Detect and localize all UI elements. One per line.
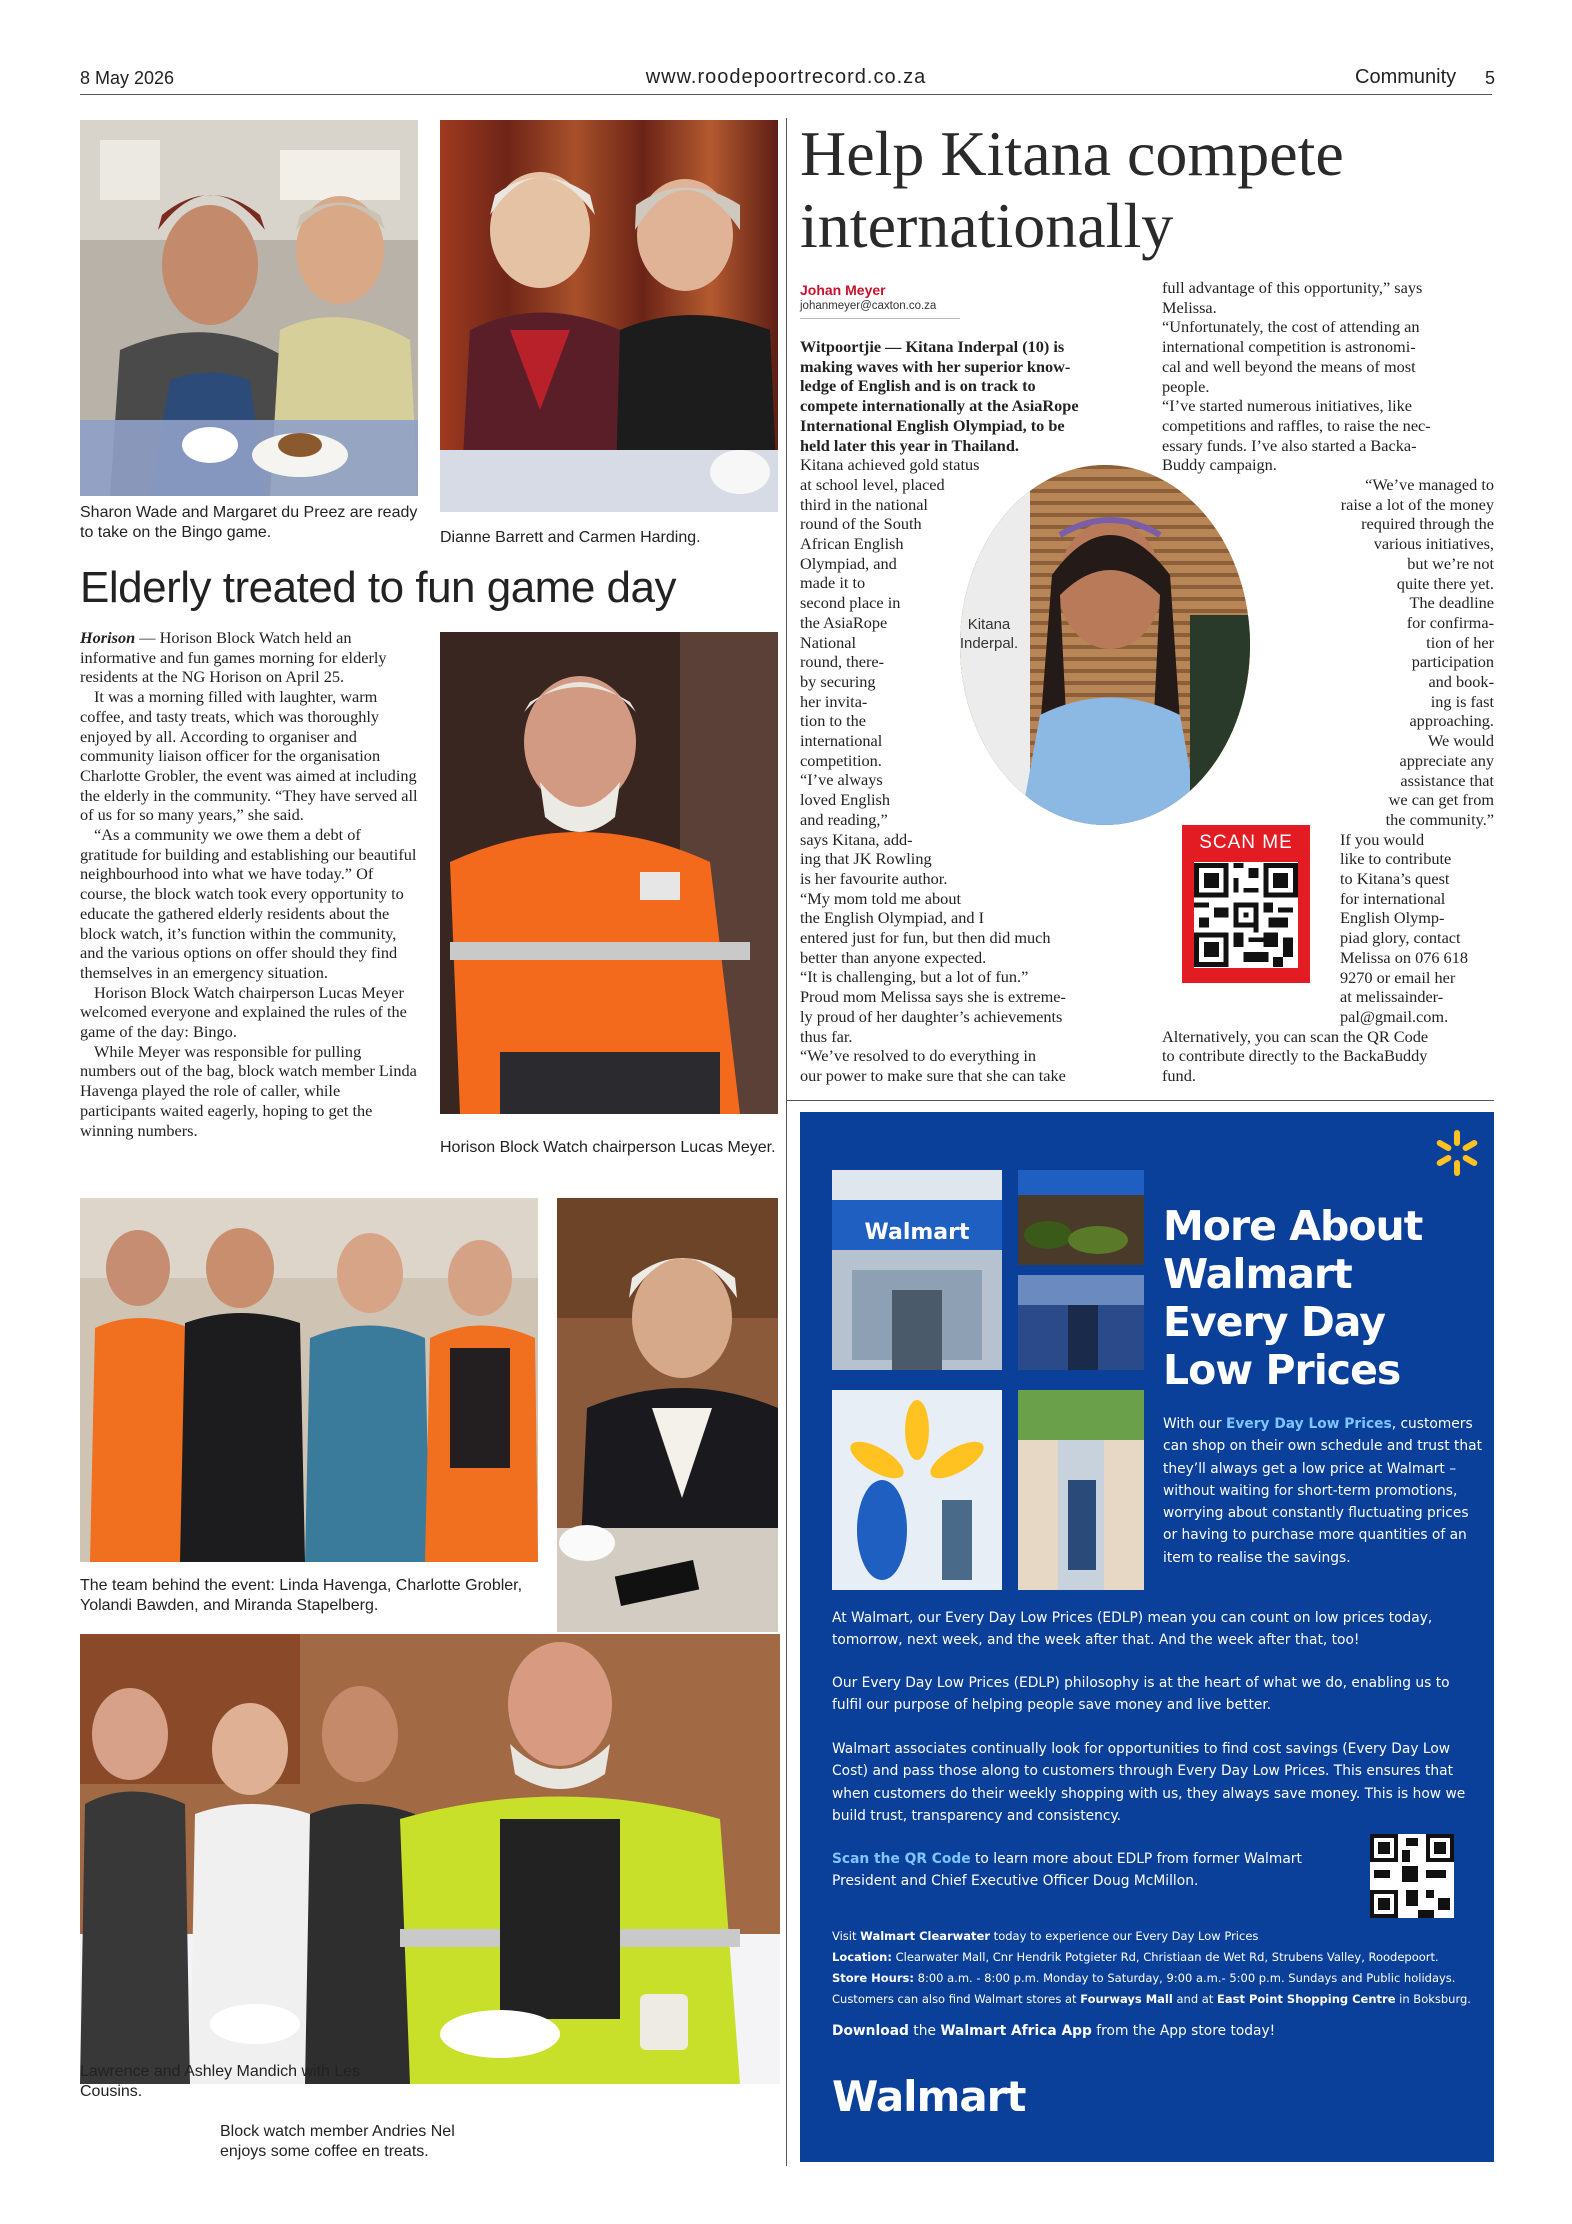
- kitana-text-line: piad glory, contact: [1340, 928, 1461, 948]
- caption-andries: Block watch member Andries Nel enjoys some coffee en treats.: [220, 2123, 455, 2160]
- kitana-text-line: better than anyone expected.: [800, 947, 987, 967]
- elderly-paragraph: “As a community we owe them a debt of gratitude for building and establishing our beautiful neighbourhood into what we have today.” Of course, the block watch took every opportunity to educate the gathered elderly residents about the block watch, it’s function within the community, and the various options on offer should they find themselves in an emergency situation.: [80, 825, 417, 982]
- photo-lucas-meyer: [440, 632, 778, 1114]
- kitana-text-line: and book-: [1428, 672, 1494, 691]
- kitana-text-line: “I’ve started numerous initiatives, like: [1162, 396, 1413, 416]
- kitana-text-line: English Olymp-: [1340, 908, 1445, 928]
- ad-download-line[interactable]: Download the Walmart Africa App from the App store today!: [832, 2023, 1276, 2039]
- elderly-paragraph: Horison Block Watch chairperson Lucas Meyer welcomed everyone and explained the rules of the game of the day: Bingo.: [80, 982, 407, 1042]
- ad-photo-produce: [1018, 1170, 1144, 1265]
- kitana-text-line: cal and well beyond the means of most: [1162, 356, 1416, 376]
- ad-intro: With our Every Day Low Prices, customers can shop on their own schedule and trust that they’ll always get a low price at Walmart – without waiting for short-term promotions, worrying about constantly fluctuating prices or having to purchase more quantities of an item to realise the savings.: [1163, 1416, 1483, 1566]
- photo-team: [80, 1198, 538, 1562]
- page-number: 5: [1485, 68, 1496, 88]
- kitana-text-line: “I’ve always: [800, 770, 883, 790]
- kitana-text-line: and reading,”: [800, 809, 888, 829]
- kitana-text-line: ledge of English and is on track to: [800, 376, 1036, 396]
- kitana-text-line: round, there-: [800, 652, 885, 672]
- kitana-text-line: raise a lot of the money: [1340, 494, 1494, 514]
- caption-lawrence: Lawrence and Ashley Mandich with Les Cousins.: [80, 2063, 361, 2100]
- ad-store-sign: Walmart: [864, 1220, 970, 1245]
- photo-lawrence-andries: [80, 1634, 780, 2084]
- kitana-text-line: ing is fast: [1430, 691, 1494, 711]
- kitana-text-line: held later this year in Thailand.: [800, 435, 1019, 455]
- ad-photo-mascot: [832, 1390, 1002, 1590]
- kitana-text-line: the AsiaRope: [800, 612, 888, 632]
- kitana-text-line: entered just for fun, but then did much: [800, 928, 1051, 947]
- kitana-text-line: made it to: [800, 573, 866, 593]
- column-divider: [786, 118, 787, 1108]
- issue-date: 8 May 2026: [80, 68, 175, 88]
- elderly-lead: Horison — Horison Block Watch held an informative and fun games morning for elderly residents at the NG Horison on April 25.: [80, 628, 387, 687]
- kitana-text-line: ing that JK Rowling: [800, 849, 932, 869]
- ad-paragraph: Walmart associates continually look for opportunities to find cost savings (Every Day Low Cost) and pass those along to customers through Every Day Low Prices. This ensures that when customers do their weekly shopping with us, they always save money. This is how we build trust, transparency and consistency.: [832, 1741, 1466, 1824]
- kitana-text-line: but we’re not: [1407, 553, 1494, 573]
- kitana-text-line: appreciate any: [1399, 750, 1494, 770]
- walmart-spark-icon: [1432, 1128, 1482, 1178]
- qr-code-icon[interactable]: [1194, 862, 1298, 968]
- kitana-text-line: compete internationally at the AsiaRope: [800, 396, 1079, 416]
- ad-photo-shopper: [1018, 1390, 1144, 1590]
- kitana-text-line: competition.: [800, 750, 882, 770]
- kitana-text-line: Olympiad, and: [800, 553, 897, 573]
- kitana-text-line: making waves with her superior know-: [800, 356, 1071, 376]
- caption-kitana: Kitana Inderpal.: [959, 616, 1019, 652]
- kitana-text-line: “We’ve managed to: [1365, 475, 1494, 494]
- kitana-text-line: to contribute directly to the BackaBuddy: [1162, 1046, 1428, 1066]
- photo-sharon-margaret: [80, 120, 418, 496]
- ad-divider: [786, 1100, 787, 2166]
- ad-qr-code-icon[interactable]: [1370, 1834, 1454, 1918]
- kitana-text-line: at school level, placed: [800, 474, 945, 494]
- kitana-text-line: 9270 or email her: [1340, 967, 1456, 987]
- ad-other-stores-line: Customers can also find Walmart stores at Fourways Mall and at East Point Shopping Centre in Boksburg.: [832, 1992, 1471, 2006]
- section-divider: [786, 1100, 1494, 1101]
- kitana-text-line: loved English: [800, 790, 890, 810]
- kitana-text-line: for confirma-: [1406, 612, 1494, 632]
- elderly-dateline: Horison: [80, 628, 136, 647]
- website-url[interactable]: www.roodepoortrecord.co.za: [645, 66, 927, 88]
- kitana-text-line: people.: [1162, 376, 1210, 396]
- kitana-text-line: African English: [800, 534, 904, 553]
- kitana-text-line: to Kitana’s quest: [1340, 869, 1450, 888]
- ad-qr-text: Scan the QR Code to learn more about EDLP from former Walmart President and Chief Executive Officer Doug McMillon.: [832, 1851, 1302, 1890]
- kitana-text-line: “My mom told me about: [800, 888, 961, 908]
- kitana-text-line: “Unfortunately, the cost of attending an: [1162, 317, 1420, 337]
- byline-rule: [800, 318, 960, 319]
- ad-location-line: Location: Clearwater Mall, Cnr Hendrik Potgieter Rd, Christiaan de Wet Rd, Strubens Valley, Roodepoort.: [832, 1950, 1439, 1964]
- kitana-text-line: tion of her: [1426, 632, 1494, 652]
- kitana-text-line: ly proud of her daughter’s achievements: [800, 1006, 1063, 1026]
- kitana-text-line: approaching.: [1409, 711, 1494, 731]
- kitana-text-line: various initiatives,: [1373, 534, 1494, 554]
- ad-paragraph: At Walmart, our Every Day Low Prices (EDLP) mean you can count on low prices today, tomorrow, next week, and the week after that. And the week after that, too!: [832, 1610, 1433, 1649]
- ad-photo-store-front: [832, 1170, 1002, 1370]
- header-rule: [80, 94, 1492, 95]
- kitana-text-line: her invita-: [800, 691, 868, 711]
- byline-author: Johan Meyer: [800, 282, 886, 298]
- kitana-text-line: thus far.: [800, 1026, 853, 1046]
- kitana-text-line: Kitana achieved gold status: [800, 455, 980, 475]
- kitana-text-line: third in the national: [800, 494, 928, 514]
- article-headline-elderly: Elderly treated to fun game day: [80, 563, 676, 612]
- walmart-logo: Walmart: [832, 2072, 1026, 2121]
- kitana-text-line: round of the South: [800, 514, 922, 534]
- kitana-text-line: like to contribute: [1340, 849, 1452, 869]
- caption-dianne-carmen: Dianne Barrett and Carmen Harding.: [440, 529, 701, 546]
- photo-dianne-carmen: [440, 120, 778, 512]
- kitana-text-line: essary funds. I’ve also started a Backa-: [1162, 435, 1417, 455]
- kitana-text-line: we can get from: [1388, 790, 1494, 810]
- kitana-text-line: by securing: [800, 671, 876, 691]
- ad-paragraph: Our Every Day Low Prices (EDLP) philosophy is at the heart of what we do, enabling us to fulfil our purpose of helping people save money and live better.: [832, 1675, 1450, 1714]
- scan-me-label: SCAN ME: [1199, 832, 1293, 853]
- kitana-text-line: Buddy campaign.: [1162, 455, 1277, 475]
- kitana-text-line: The deadline: [1409, 593, 1494, 613]
- caption-lucas: Horison Block Watch chairperson Lucas Meyer.: [440, 1139, 776, 1156]
- kitana-text-line: National: [800, 632, 857, 652]
- kitana-text-line: assistance that: [1400, 770, 1494, 790]
- kitana-text-line: the community.”: [1385, 809, 1494, 829]
- kitana-text-line: International English Olympiad, to be: [800, 415, 1065, 435]
- kitana-text-line: required through the: [1361, 514, 1494, 534]
- photo-jackie: [557, 1198, 778, 1632]
- kitana-text-line: competitions and raffles, to raise the nec-: [1162, 415, 1431, 435]
- kitana-text-line: Witpoortjie — Kitana Inderpal (10) is: [800, 337, 1065, 356]
- kitana-text-line: “It is challenging, but a lot of fun.”: [800, 967, 1029, 987]
- byline-email[interactable]: johanmeyer@caxton.co.za: [800, 300, 937, 312]
- section-name: Community: [1355, 66, 1457, 88]
- article-body-elderly: [80, 628, 420, 1140]
- kitana-text-line: participation: [1411, 652, 1494, 672]
- elderly-paragraph: While Meyer was responsible for pulling numbers out of the bag, block watch member Linda Havenga played the role of caller, while participants waited eagerly, hoping to get the winning numbers.: [80, 1041, 417, 1140]
- elderly-paragraph: It was a morning filled with laughter, warm coffee, and tasty treats, which was thoroughly enjoyed by all. According to organiser and community liaison officer for the organisation Charlotte Grobler, the event was aimed at including the elderly in the community. “They have served all of us for so many years,” she said.: [80, 687, 418, 825]
- kitana-text-line: says Kitana, add-: [800, 829, 913, 849]
- caption-sharon-margaret: Sharon Wade and Margaret du Preez are ready to take on the Bingo game.: [80, 504, 418, 541]
- kitana-text-line: tion to the: [800, 711, 867, 731]
- kitana-text-line: quite there yet.: [1396, 573, 1494, 593]
- article-headline-kitana: Help Kitana compete internationally: [800, 118, 1344, 261]
- kitana-text-line: pal@gmail.com.: [1340, 1006, 1449, 1026]
- kitana-text-line: our power to make sure that she can take: [800, 1065, 1066, 1085]
- kitana-text-line: If you would: [1340, 829, 1425, 849]
- kitana-text-line: at melissainder-: [1340, 987, 1444, 1007]
- kitana-text-line: the English Olympiad, and I: [800, 908, 985, 928]
- ad-title: More About Walmart Every Day Low Prices: [1163, 1202, 1423, 1394]
- kitana-text-line: We would: [1427, 731, 1494, 751]
- ad-photo-aisle: [1018, 1275, 1144, 1370]
- kitana-text-line: international competition is astronomi-: [1162, 337, 1416, 357]
- caption-team: The team behind the event: Linda Havenga, Charlotte Grobler, Yolandi Bawden, and Miranda Stapelberg.: [80, 1577, 523, 1614]
- kitana-text-line: is her favourite author.: [800, 868, 948, 888]
- ad-visit-line: Visit Walmart Clearwater today to experience our Every Day Low Prices: [832, 1929, 1259, 1943]
- ad-hours-line: Store Hours: 8:00 a.m. - 8:00 p.m. Monday to Saturday, 9:00 a.m.- 5:00 p.m. Sundays and Public holidays.: [832, 1971, 1456, 1985]
- kitana-text-line: for international: [1340, 888, 1446, 908]
- kitana-text-line: second place in: [800, 593, 901, 613]
- kitana-text-line: Alternatively, you can scan the QR Code: [1162, 1026, 1429, 1046]
- kitana-text-line: Proud mom Melissa says she is extreme-: [800, 987, 1066, 1007]
- kitana-text-line: international: [800, 731, 883, 750]
- kitana-text-line: “We’ve resolved to do everything in: [800, 1046, 1037, 1066]
- kitana-text-line: fund.: [1162, 1066, 1196, 1085]
- kitana-text-line: Melissa on 076 618: [1340, 947, 1468, 967]
- kitana-text-line: Melissa.: [1162, 297, 1217, 317]
- kitana-text-line: full advantage of this opportunity,” says: [1162, 278, 1423, 297]
